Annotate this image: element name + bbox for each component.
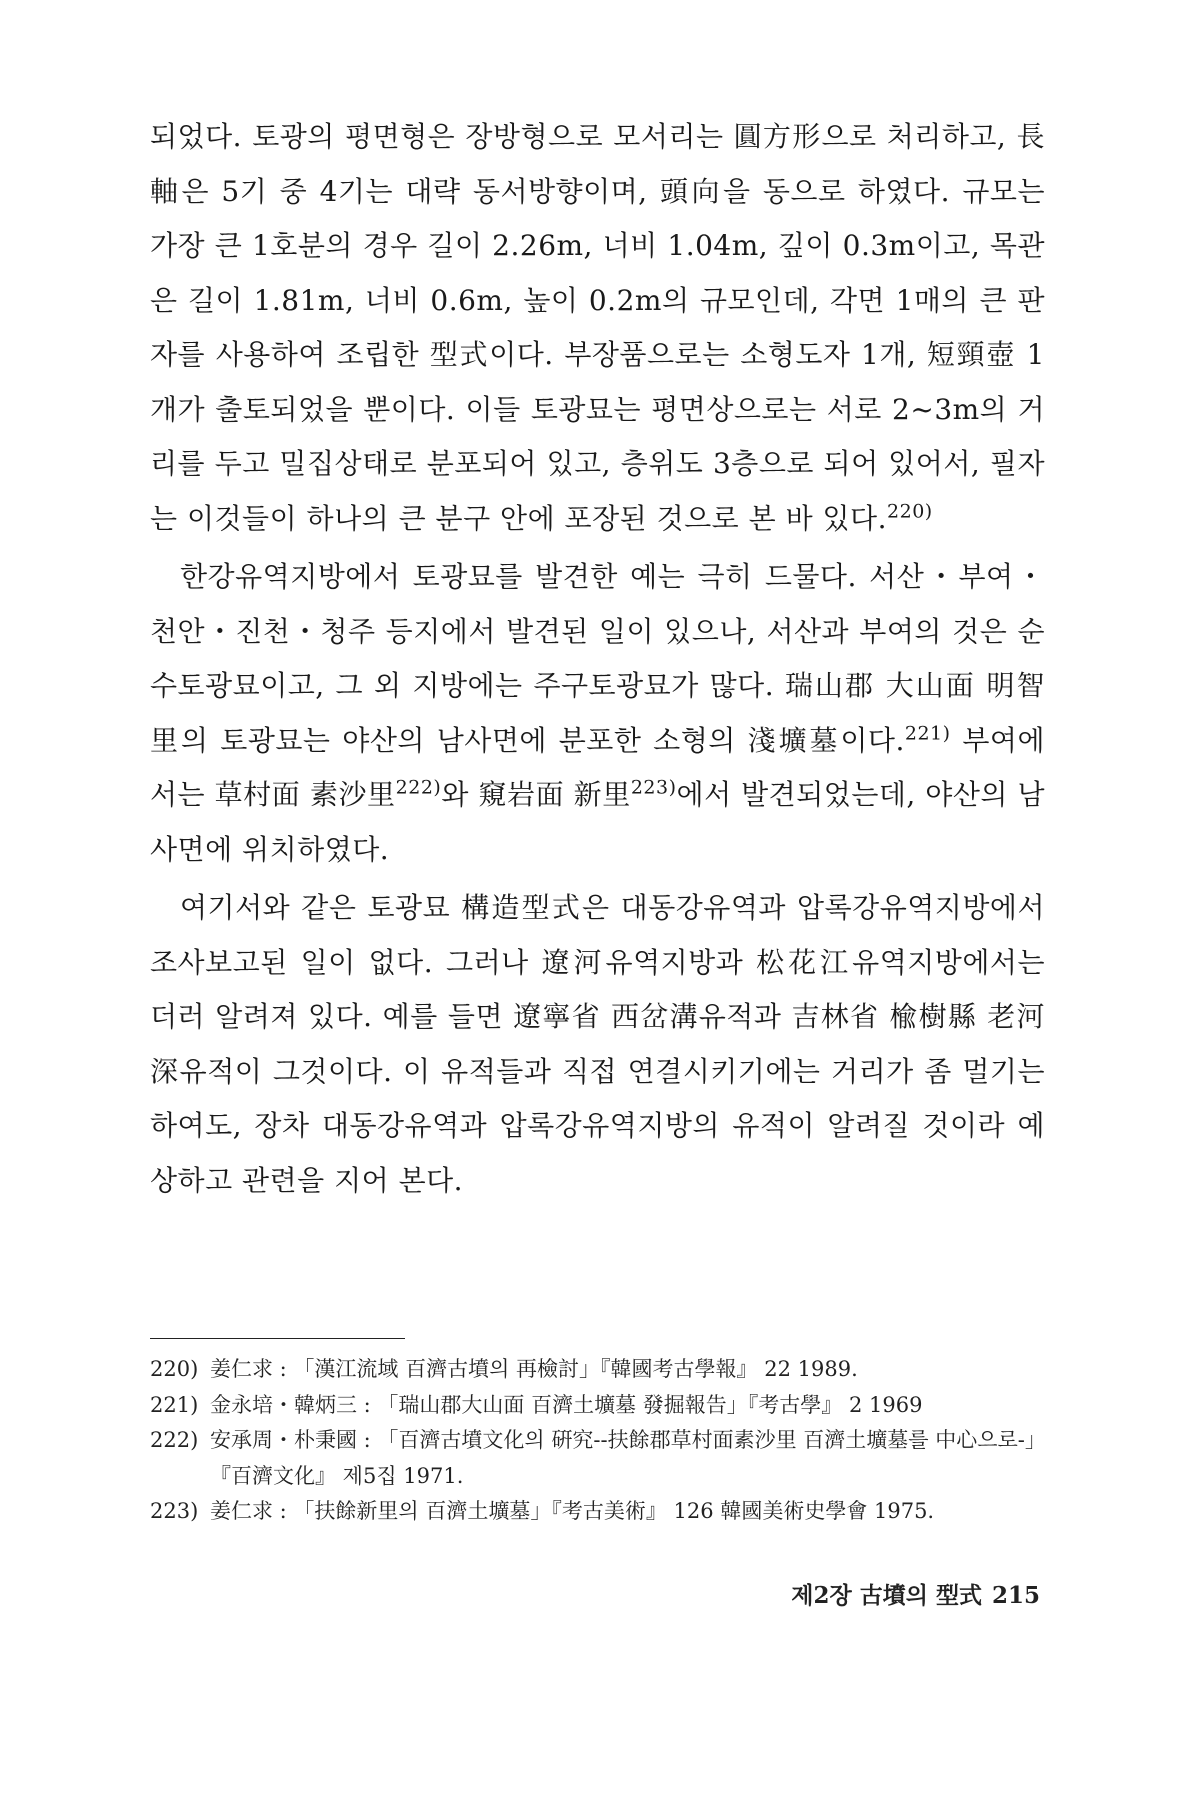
footnotes: [150, 1352, 1045, 1530]
footnote-text: 金永培・韓炳三 : 「瑞山郡大山面 百濟土壙墓 發掘報告」『考古學』 2 1969: [210, 1392, 923, 1417]
footnote-divider: [150, 1338, 405, 1339]
paragraph-2-text-d: 에서 발견되었는데, 야산의 남사면에 위치하였다.: [150, 778, 1045, 866]
footnote-number: 220): [150, 1357, 199, 1381]
footnote-number: 222): [150, 1428, 199, 1452]
footnote-221: [150, 1388, 1045, 1424]
paragraph-2-text-a: 한강유역지방에서 토광묘를 발견한 예는 극히 드물다. 서산・부여・천안・진천・청주 등지에서 발견된 일이 있으나, 서산과 부여의 것은 순수토광묘이고, 그 외 지방에는 주구토광묘가 많다. 瑞山郡 大山面 明智里의 토광묘는 야산의 남사면에 분포한 소형의 淺壙墓이다.: [150, 560, 1045, 757]
paragraph-2-text-c: 와 窺岩面 新里: [441, 778, 631, 811]
footnote-text: 姜仁求 : 「漢江流域 百濟古墳의 再檢討」『韓國考古學報』 22 1989.: [210, 1357, 858, 1381]
footnote-ref-220: 220): [887, 500, 933, 523]
main-text: [150, 110, 1045, 1208]
footnote-number: 223): [150, 1499, 199, 1523]
footnote-ref-223: 223): [630, 776, 677, 799]
footnote-222: [150, 1423, 1045, 1494]
footnote-text: 安承周・朴秉國 : 「百濟古墳文化의 硏究--扶餘郡草村面素沙里 百濟土壙墓를 中心으로-」『百濟文化』 제5집 1971.: [210, 1428, 1036, 1488]
running-footer: [791, 1577, 1040, 1610]
footnote-223: [150, 1494, 1045, 1530]
paragraph-2-text-b: 부여에서는 草村面 素沙里: [150, 723, 1046, 811]
footnote-220: [150, 1352, 1045, 1388]
footnote-number: 221): [150, 1392, 199, 1417]
paragraph-1: [150, 110, 1045, 546]
paragraph-3: [150, 881, 1045, 1208]
page-number: 215: [991, 1582, 1040, 1609]
footnote-ref-221: 221): [904, 722, 951, 745]
paragraph-1-text: 되었다. 토광의 평면형은 장방형으로 모서리는 圓方形으로 처리하고, 長軸은 5기 중 4기는 대략 동서방향이며, 頭向을 동으로 하였다. 규모는 가장 큰 1호분의 경우 길이 2.26m, 너비 1.04m, 깊이 0.3m이고, 목관은 길이 1.81m, 너비 0.6m, 높이 0.2m의 규모인데, 각면 1매의 큰 판자를 사용하여 조립한 型式이다. 부장품으로는 소형도자 1개, 短頸壺 1개가 출토되었을 뿐이다. 이들 토광묘는 평면상으로는 서로 2~3m의 거리를 두고 밀집상태로 분포되어 있고, 층위도 3층으로 되어 있어서, 필자는 이것들이 하나의 큰 분구 안에 포장된 것으로 본 바 있다.: [150, 120, 1045, 535]
footnote-text: 姜仁求 : 「扶餘新里의 百濟土壙墓」『考古美術』 126 韓國美術史學會 1975.: [210, 1499, 935, 1523]
footnote-ref-222: 222): [395, 776, 442, 799]
paragraph-2: [150, 550, 1045, 877]
chapter-title: 제2장 古墳의 型式: [791, 1582, 982, 1609]
paragraph-3-text: 여기서와 같은 토광묘 構造型式은 대동강유역과 압록강유역지방에서 조사보고된 일이 없다. 그러나 遼河유역지방과 松花江유역지방에서는 더러 알려져 있다. 예를 들면 遼寧省 西岔溝유적과 吉林省 楡樹縣 老河深유적이 그것이다. 이 유적들과 직접 연결시키기에는 거리가 좀 멀기는 하여도, 장차 대동강유역과 압록강유역지방의 유적이 알려질 것이라 예상하고 관련을 지어 본다.: [150, 891, 1045, 1197]
